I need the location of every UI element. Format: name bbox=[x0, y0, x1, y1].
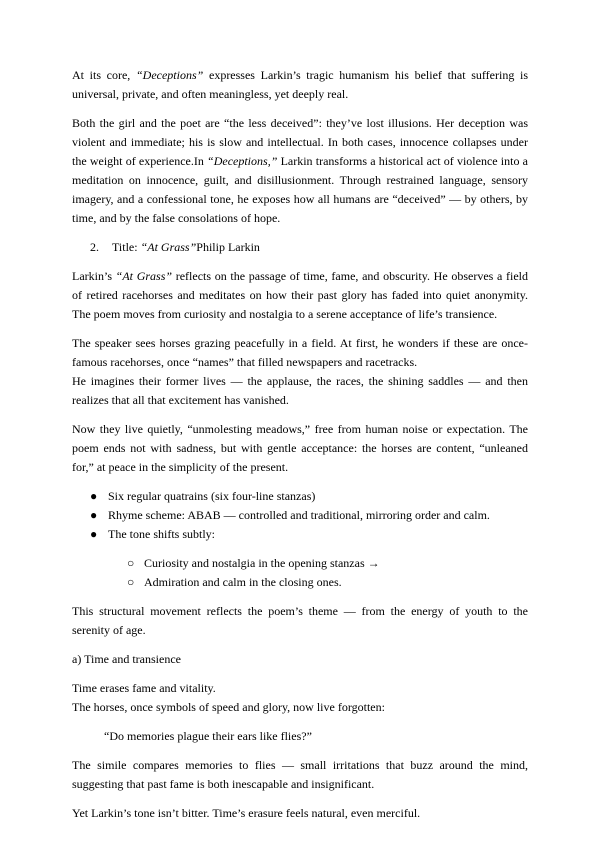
paragraph-live-quietly: Now they live quietly, “unmolesting meadows,” free from human noise or expectation. The poem ends not with sadness, but with gentle acceptance: the horses are content, “unleaned for,” at peace in the simplicity of the present. bbox=[72, 422, 528, 474]
list-item: ○ Admiration and calm in the closing ones. bbox=[72, 573, 528, 592]
paragraph-at-grass-intro: Larkin’s “At Grass” reflects on the passage of time, fame, and obscurity. He observes a field of retired racehorses and meditates on how their past glory has faded into quiet anonymity. The poem moves from curiosity and nostalgia to a serene acceptance of life’s transience. bbox=[72, 269, 528, 321]
poem-title-at-grass: “At Grass” bbox=[140, 240, 197, 254]
bullet-icon: ● bbox=[90, 489, 98, 503]
poem-title-at-grass-2: “At Grass” bbox=[115, 269, 173, 283]
poem-title-deceptions: “Deceptions” bbox=[135, 68, 204, 82]
structure-bullet-list bbox=[72, 487, 528, 544]
bullet-icon: ● bbox=[90, 527, 98, 541]
list-item: ● The tone shifts subtly: bbox=[72, 525, 528, 544]
document-page bbox=[72, 66, 528, 833]
paragraph-deceptions-core: At its core, “Deceptions” expresses Larkin’s tragic humanism his belief that suffering is universal, private, and often meaningless, yet deeply real. bbox=[72, 68, 528, 101]
bullet-icon: ● bbox=[90, 508, 98, 522]
list-number: 2. bbox=[90, 240, 99, 254]
list-item: ● Rhyme scheme: ABAB — controlled and traditional, mirroring order and calm. bbox=[72, 506, 528, 525]
section-heading-at-grass: 2. Title: “At Grass”Philip Larkin bbox=[72, 238, 528, 257]
circle-bullet-icon: ○ bbox=[127, 556, 135, 570]
paragraph-structural-movement: This structural movement reflects the poem’s theme — from the energy of youth to the serenity of age. bbox=[72, 604, 528, 637]
paragraph-time-erases: Time erases fame and vitality. The horses, once symbols of speed and glory, now live forgotten: bbox=[72, 681, 385, 714]
author-name: Philip Larkin bbox=[196, 240, 260, 254]
subheading-time-transience: a) Time and transience bbox=[72, 652, 181, 666]
poem-title-deceptions-2: “Deceptions,” bbox=[207, 154, 278, 168]
list-item: ● Six regular quatrains (six four-line stanzas) bbox=[72, 487, 528, 506]
paragraph-speaker-sees: The speaker sees horses grazing peacefully in a field. At first, he wonders if these are once-famous racehorses, once “names” that filled newspapers and racetracks. He imagines their former lives — the applause, the races, the shining saddles — and then realizes that all that excitement has vanished. bbox=[72, 336, 528, 407]
paragraph-less-deceived: Both the girl and the poet are “the less deceived”: they’ve lost illusions. Her deception was violent and immediate; his is slow and intellectual. In both cases, innocence collapses under the weight of experience.In “Deceptions,” Larkin transforms a historical act of violence into a meditation on innocence, guilt, and disillusionment. Through restrained language, sensory imagery, and a confessional tone, he exposes how all humans are “deceived” — by others, by time, and by the false consolations of hope. bbox=[72, 116, 528, 225]
paragraph-tone-not-bitter: Yet Larkin’s tone isn’t bitter. Time’s erasure feels natural, even merciful. bbox=[72, 806, 421, 820]
block-quote: “Do memories plague their ears like flies?” bbox=[104, 729, 312, 743]
paragraph-simile: The simile compares memories to flies — small irritations that buzz around the mind, suggesting that past fame is both inescapable and insignificant. bbox=[72, 758, 528, 791]
list-item: ○ Curiosity and nostalgia in the opening stanzas → bbox=[72, 554, 528, 573]
tone-sub-bullet-list bbox=[72, 554, 528, 592]
circle-bullet-icon: ○ bbox=[127, 575, 135, 589]
